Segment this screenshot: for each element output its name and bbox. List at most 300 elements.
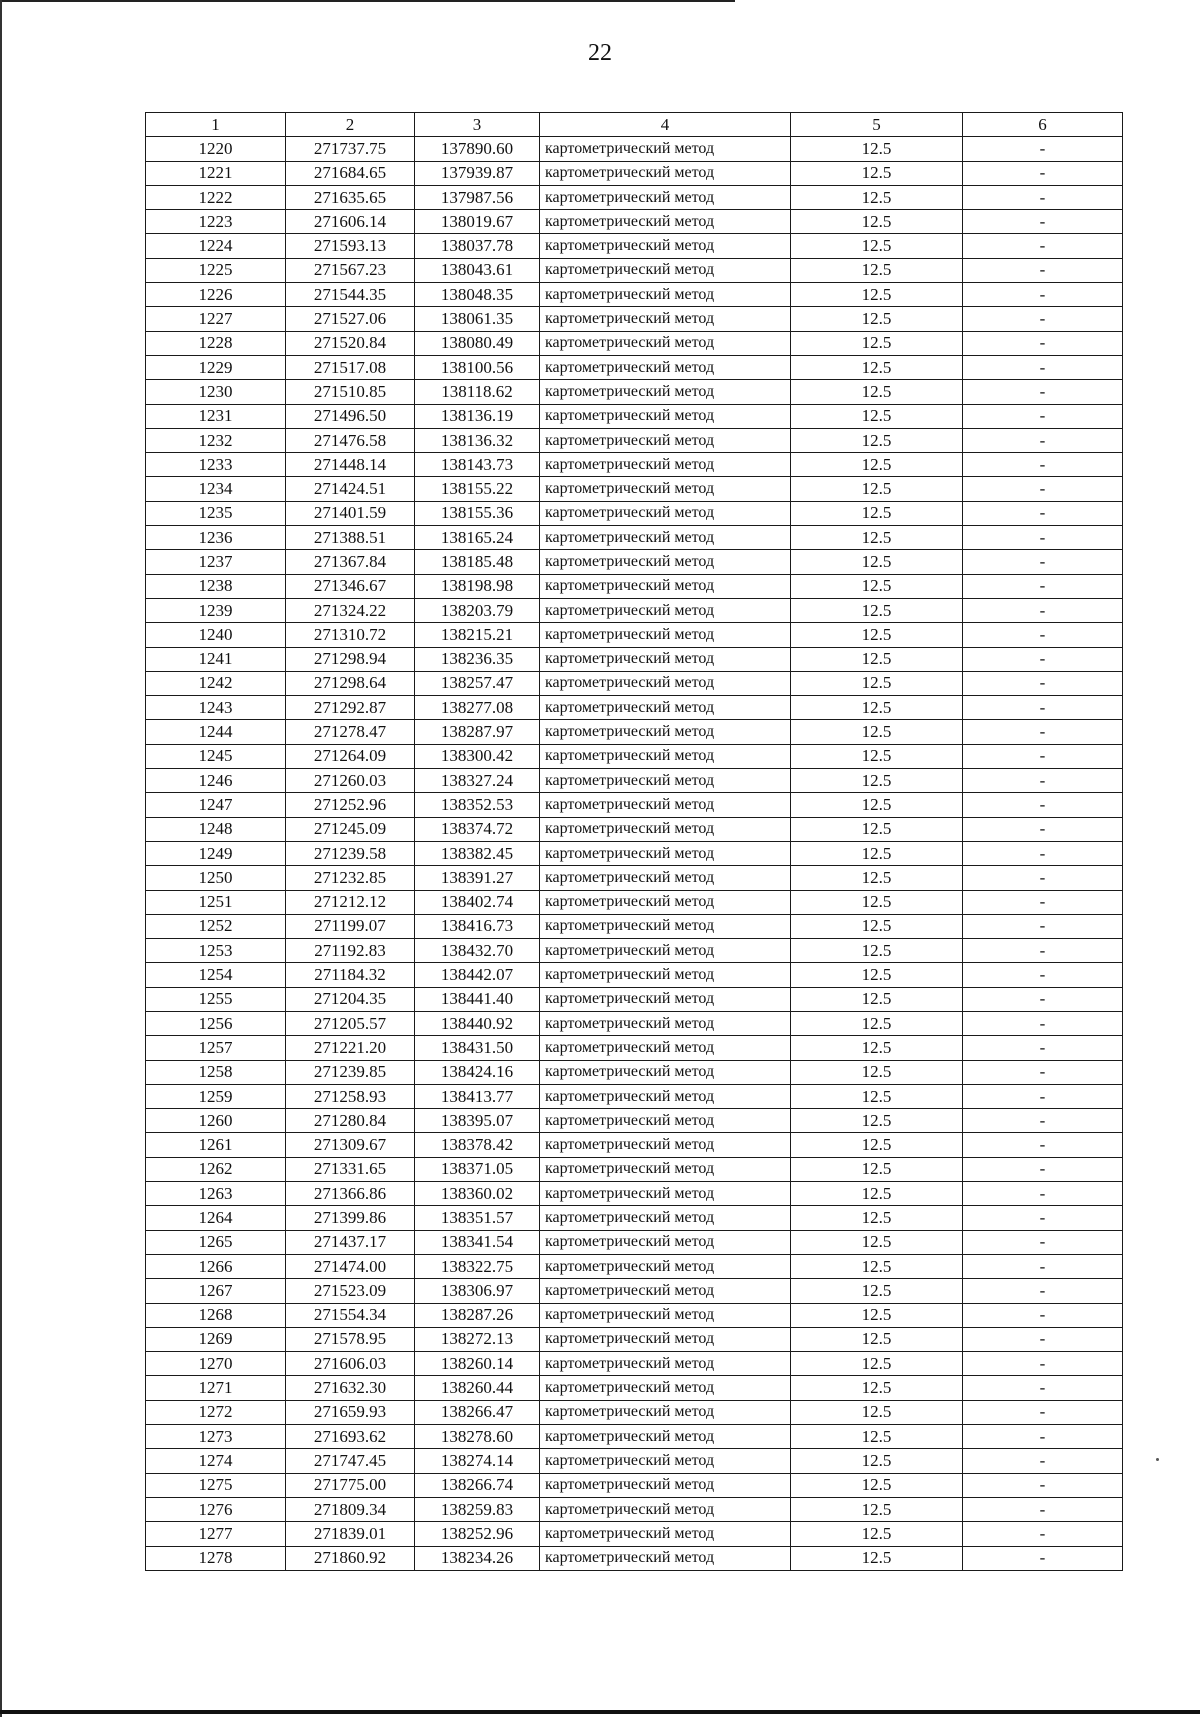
table-row xyxy=(146,1522,1123,1546)
y-coordinate-cell: 138266.47 xyxy=(415,1400,540,1424)
note-cell: - xyxy=(963,380,1123,404)
accuracy-cell: 12.5 xyxy=(791,331,963,355)
note-cell: - xyxy=(963,1084,1123,1108)
note-cell: - xyxy=(963,234,1123,258)
header-cell-5: 5 xyxy=(791,113,963,137)
table-row xyxy=(146,696,1123,720)
accuracy-cell: 12.5 xyxy=(791,355,963,379)
note-cell: - xyxy=(963,744,1123,768)
x-coordinate-cell: 271437.17 xyxy=(286,1230,415,1254)
y-coordinate-cell: 137987.56 xyxy=(415,185,540,209)
accuracy-cell: 12.5 xyxy=(791,501,963,525)
method-cell: картометрический метод xyxy=(540,744,791,768)
x-coordinate-cell: 271747.45 xyxy=(286,1449,415,1473)
accuracy-cell: 12.5 xyxy=(791,623,963,647)
method-cell: картометрический метод xyxy=(540,866,791,890)
point-number-cell: 1251 xyxy=(146,890,286,914)
y-coordinate-cell: 138155.36 xyxy=(415,501,540,525)
y-coordinate-cell: 138019.67 xyxy=(415,210,540,234)
note-cell: - xyxy=(963,1060,1123,1084)
accuracy-cell: 12.5 xyxy=(791,1497,963,1521)
accuracy-cell: 12.5 xyxy=(791,890,963,914)
note-cell: - xyxy=(963,769,1123,793)
method-cell: картометрический метод xyxy=(540,1497,791,1521)
accuracy-cell: 12.5 xyxy=(791,477,963,501)
accuracy-cell: 12.5 xyxy=(791,428,963,452)
table-row xyxy=(146,1182,1123,1206)
table-row xyxy=(146,987,1123,1011)
table-row xyxy=(146,841,1123,865)
table-row xyxy=(146,1303,1123,1327)
x-coordinate-cell: 271520.84 xyxy=(286,331,415,355)
point-number-cell: 1248 xyxy=(146,817,286,841)
point-number-cell: 1256 xyxy=(146,1011,286,1035)
x-coordinate-cell: 271659.93 xyxy=(286,1400,415,1424)
note-cell: - xyxy=(963,1133,1123,1157)
point-number-cell: 1229 xyxy=(146,355,286,379)
method-cell: картометрический метод xyxy=(540,696,791,720)
method-cell: картометрический метод xyxy=(540,501,791,525)
note-cell: - xyxy=(963,720,1123,744)
note-cell: - xyxy=(963,550,1123,574)
table-row xyxy=(146,1473,1123,1497)
table-row xyxy=(146,793,1123,817)
x-coordinate-cell: 271221.20 xyxy=(286,1036,415,1060)
note-cell: - xyxy=(963,1206,1123,1230)
table-body xyxy=(146,137,1123,1571)
accuracy-cell: 12.5 xyxy=(791,1449,963,1473)
note-cell: - xyxy=(963,890,1123,914)
method-cell: картометрический метод xyxy=(540,914,791,938)
method-cell: картометрический метод xyxy=(540,1157,791,1181)
point-number-cell: 1269 xyxy=(146,1327,286,1351)
y-coordinate-cell: 138215.21 xyxy=(415,623,540,647)
y-coordinate-cell: 138252.96 xyxy=(415,1522,540,1546)
note-cell: - xyxy=(963,355,1123,379)
accuracy-cell: 12.5 xyxy=(791,1084,963,1108)
accuracy-cell: 12.5 xyxy=(791,1133,963,1157)
point-number-cell: 1270 xyxy=(146,1352,286,1376)
x-coordinate-cell: 271684.65 xyxy=(286,161,415,185)
method-cell: картометрический метод xyxy=(540,1400,791,1424)
x-coordinate-cell: 271212.12 xyxy=(286,890,415,914)
y-coordinate-cell: 138155.22 xyxy=(415,477,540,501)
point-number-cell: 1228 xyxy=(146,331,286,355)
accuracy-cell: 12.5 xyxy=(791,939,963,963)
point-number-cell: 1244 xyxy=(146,720,286,744)
x-coordinate-cell: 271324.22 xyxy=(286,598,415,622)
y-coordinate-cell: 138236.35 xyxy=(415,647,540,671)
method-cell: картометрический метод xyxy=(540,1449,791,1473)
accuracy-cell: 12.5 xyxy=(791,696,963,720)
accuracy-cell: 12.5 xyxy=(791,1230,963,1254)
x-coordinate-cell: 271298.94 xyxy=(286,647,415,671)
note-cell: - xyxy=(963,1182,1123,1206)
table-row xyxy=(146,866,1123,890)
note-cell: - xyxy=(963,1425,1123,1449)
table-row xyxy=(146,258,1123,282)
note-cell: - xyxy=(963,404,1123,428)
table-row xyxy=(146,355,1123,379)
method-cell: картометрический метод xyxy=(540,720,791,744)
point-number-cell: 1235 xyxy=(146,501,286,525)
x-coordinate-cell: 271496.50 xyxy=(286,404,415,428)
note-cell: - xyxy=(963,283,1123,307)
x-coordinate-cell: 271199.07 xyxy=(286,914,415,938)
method-cell: картометрический метод xyxy=(540,890,791,914)
y-coordinate-cell: 138351.57 xyxy=(415,1206,540,1230)
table-row xyxy=(146,380,1123,404)
y-coordinate-cell: 138395.07 xyxy=(415,1109,540,1133)
x-coordinate-cell: 271523.09 xyxy=(286,1279,415,1303)
point-number-cell: 1264 xyxy=(146,1206,286,1230)
accuracy-cell: 12.5 xyxy=(791,185,963,209)
accuracy-cell: 12.5 xyxy=(791,598,963,622)
point-number-cell: 1271 xyxy=(146,1376,286,1400)
point-number-cell: 1239 xyxy=(146,598,286,622)
method-cell: картометрический метод xyxy=(540,1352,791,1376)
point-number-cell: 1247 xyxy=(146,793,286,817)
scan-edge-top xyxy=(0,0,735,2)
y-coordinate-cell: 138136.32 xyxy=(415,428,540,452)
point-number-cell: 1225 xyxy=(146,258,286,282)
page-number: 22 xyxy=(588,40,612,66)
note-cell: - xyxy=(963,939,1123,963)
point-number-cell: 1220 xyxy=(146,137,286,161)
point-number-cell: 1241 xyxy=(146,647,286,671)
table-row xyxy=(146,1060,1123,1084)
table-row xyxy=(146,453,1123,477)
accuracy-cell: 12.5 xyxy=(791,866,963,890)
point-number-cell: 1257 xyxy=(146,1036,286,1060)
y-coordinate-cell: 138234.26 xyxy=(415,1546,540,1570)
point-number-cell: 1261 xyxy=(146,1133,286,1157)
coordinates-table xyxy=(145,112,1123,1571)
note-cell: - xyxy=(963,1157,1123,1181)
x-coordinate-cell: 271367.84 xyxy=(286,550,415,574)
note-cell: - xyxy=(963,185,1123,209)
point-number-cell: 1258 xyxy=(146,1060,286,1084)
accuracy-cell: 12.5 xyxy=(791,453,963,477)
x-coordinate-cell: 271252.96 xyxy=(286,793,415,817)
table-row xyxy=(146,1011,1123,1035)
accuracy-cell: 12.5 xyxy=(791,137,963,161)
point-number-cell: 1263 xyxy=(146,1182,286,1206)
header-cell-4: 4 xyxy=(540,113,791,137)
note-cell: - xyxy=(963,574,1123,598)
method-cell: картометрический метод xyxy=(540,550,791,574)
x-coordinate-cell: 271245.09 xyxy=(286,817,415,841)
method-cell: картометрический метод xyxy=(540,1327,791,1351)
point-number-cell: 1255 xyxy=(146,987,286,1011)
x-coordinate-cell: 271292.87 xyxy=(286,696,415,720)
point-number-cell: 1222 xyxy=(146,185,286,209)
method-cell: картометрический метод xyxy=(540,1425,791,1449)
note-cell: - xyxy=(963,817,1123,841)
note-cell: - xyxy=(963,258,1123,282)
header-cell-3: 3 xyxy=(415,113,540,137)
note-cell: - xyxy=(963,137,1123,161)
y-coordinate-cell: 138391.27 xyxy=(415,866,540,890)
accuracy-cell: 12.5 xyxy=(791,258,963,282)
y-coordinate-cell: 138352.53 xyxy=(415,793,540,817)
y-coordinate-cell: 138371.05 xyxy=(415,1157,540,1181)
accuracy-cell: 12.5 xyxy=(791,793,963,817)
accuracy-cell: 12.5 xyxy=(791,1546,963,1570)
note-cell: - xyxy=(963,1230,1123,1254)
accuracy-cell: 12.5 xyxy=(791,1011,963,1035)
x-coordinate-cell: 271399.86 xyxy=(286,1206,415,1230)
accuracy-cell: 12.5 xyxy=(791,283,963,307)
accuracy-cell: 12.5 xyxy=(791,987,963,1011)
point-number-cell: 1237 xyxy=(146,550,286,574)
accuracy-cell: 12.5 xyxy=(791,671,963,695)
table-row xyxy=(146,598,1123,622)
x-coordinate-cell: 271204.35 xyxy=(286,987,415,1011)
point-number-cell: 1277 xyxy=(146,1522,286,1546)
x-coordinate-cell: 271366.86 xyxy=(286,1182,415,1206)
accuracy-cell: 12.5 xyxy=(791,307,963,331)
note-cell: - xyxy=(963,1254,1123,1278)
method-cell: картометрический метод xyxy=(540,793,791,817)
accuracy-cell: 12.5 xyxy=(791,1473,963,1497)
table-row xyxy=(146,1230,1123,1254)
table-row xyxy=(146,671,1123,695)
x-coordinate-cell: 271388.51 xyxy=(286,526,415,550)
method-cell: картометрический метод xyxy=(540,477,791,501)
y-coordinate-cell: 138037.78 xyxy=(415,234,540,258)
x-coordinate-cell: 271527.06 xyxy=(286,307,415,331)
accuracy-cell: 12.5 xyxy=(791,744,963,768)
note-cell: - xyxy=(963,210,1123,234)
method-cell: картометрический метод xyxy=(540,210,791,234)
x-coordinate-cell: 271278.47 xyxy=(286,720,415,744)
table-row xyxy=(146,137,1123,161)
method-cell: картометрический метод xyxy=(540,939,791,963)
header-cell-1: 1 xyxy=(146,113,286,137)
y-coordinate-cell: 138260.14 xyxy=(415,1352,540,1376)
method-cell: картометрический метод xyxy=(540,1084,791,1108)
accuracy-cell: 12.5 xyxy=(791,1376,963,1400)
point-number-cell: 1221 xyxy=(146,161,286,185)
x-coordinate-cell: 271309.67 xyxy=(286,1133,415,1157)
x-coordinate-cell: 271632.30 xyxy=(286,1376,415,1400)
table-row xyxy=(146,890,1123,914)
y-coordinate-cell: 138374.72 xyxy=(415,817,540,841)
accuracy-cell: 12.5 xyxy=(791,817,963,841)
y-coordinate-cell: 138259.83 xyxy=(415,1497,540,1521)
y-coordinate-cell: 138378.42 xyxy=(415,1133,540,1157)
table-row xyxy=(146,720,1123,744)
y-coordinate-cell: 138136.19 xyxy=(415,404,540,428)
table-row xyxy=(146,623,1123,647)
note-cell: - xyxy=(963,1522,1123,1546)
point-number-cell: 1249 xyxy=(146,841,286,865)
method-cell: картометрический метод xyxy=(540,1279,791,1303)
method-cell: картометрический метод xyxy=(540,234,791,258)
y-coordinate-cell: 138266.74 xyxy=(415,1473,540,1497)
point-number-cell: 1253 xyxy=(146,939,286,963)
y-coordinate-cell: 137939.87 xyxy=(415,161,540,185)
note-cell: - xyxy=(963,1376,1123,1400)
point-number-cell: 1259 xyxy=(146,1084,286,1108)
x-coordinate-cell: 271839.01 xyxy=(286,1522,415,1546)
note-cell: - xyxy=(963,1473,1123,1497)
point-number-cell: 1242 xyxy=(146,671,286,695)
y-coordinate-cell: 138287.26 xyxy=(415,1303,540,1327)
x-coordinate-cell: 271567.23 xyxy=(286,258,415,282)
point-number-cell: 1254 xyxy=(146,963,286,987)
accuracy-cell: 12.5 xyxy=(791,720,963,744)
y-coordinate-cell: 138272.13 xyxy=(415,1327,540,1351)
method-cell: картометрический метод xyxy=(540,453,791,477)
note-cell: - xyxy=(963,1279,1123,1303)
method-cell: картометрический метод xyxy=(540,1060,791,1084)
table-row xyxy=(146,477,1123,501)
y-coordinate-cell: 138278.60 xyxy=(415,1425,540,1449)
table-row xyxy=(146,307,1123,331)
y-coordinate-cell: 138442.07 xyxy=(415,963,540,987)
method-cell: картометрический метод xyxy=(540,574,791,598)
point-number-cell: 1240 xyxy=(146,623,286,647)
note-cell: - xyxy=(963,453,1123,477)
x-coordinate-cell: 271476.58 xyxy=(286,428,415,452)
scan-edge-bottom xyxy=(0,1710,1200,1714)
y-coordinate-cell: 138080.49 xyxy=(415,331,540,355)
note-cell: - xyxy=(963,428,1123,452)
note-cell: - xyxy=(963,914,1123,938)
point-number-cell: 1243 xyxy=(146,696,286,720)
x-coordinate-cell: 271606.03 xyxy=(286,1352,415,1376)
method-cell: картометрический метод xyxy=(540,283,791,307)
accuracy-cell: 12.5 xyxy=(791,380,963,404)
point-number-cell: 1274 xyxy=(146,1449,286,1473)
y-coordinate-cell: 138441.40 xyxy=(415,987,540,1011)
method-cell: картометрический метод xyxy=(540,1376,791,1400)
table-row xyxy=(146,1376,1123,1400)
method-cell: картометрический метод xyxy=(540,526,791,550)
method-cell: картометрический метод xyxy=(540,428,791,452)
point-number-cell: 1278 xyxy=(146,1546,286,1570)
accuracy-cell: 12.5 xyxy=(791,1182,963,1206)
point-number-cell: 1245 xyxy=(146,744,286,768)
point-number-cell: 1226 xyxy=(146,283,286,307)
note-cell: - xyxy=(963,526,1123,550)
point-number-cell: 1250 xyxy=(146,866,286,890)
y-coordinate-cell: 138118.62 xyxy=(415,380,540,404)
point-number-cell: 1268 xyxy=(146,1303,286,1327)
note-cell: - xyxy=(963,841,1123,865)
point-number-cell: 1230 xyxy=(146,380,286,404)
point-number-cell: 1265 xyxy=(146,1230,286,1254)
table-row xyxy=(146,1206,1123,1230)
table-row xyxy=(146,1109,1123,1133)
method-cell: картометрический метод xyxy=(540,404,791,428)
table-row xyxy=(146,1036,1123,1060)
table-row xyxy=(146,1327,1123,1351)
method-cell: картометрический метод xyxy=(540,137,791,161)
table-row xyxy=(146,1254,1123,1278)
y-coordinate-cell: 137890.60 xyxy=(415,137,540,161)
table-row xyxy=(146,769,1123,793)
point-number-cell: 1252 xyxy=(146,914,286,938)
table-row xyxy=(146,234,1123,258)
note-cell: - xyxy=(963,647,1123,671)
note-cell: - xyxy=(963,307,1123,331)
table-row xyxy=(146,647,1123,671)
method-cell: картометрический метод xyxy=(540,1011,791,1035)
y-coordinate-cell: 138203.79 xyxy=(415,598,540,622)
method-cell: картометрический метод xyxy=(540,671,791,695)
method-cell: картометрический метод xyxy=(540,963,791,987)
table-row xyxy=(146,283,1123,307)
note-cell: - xyxy=(963,623,1123,647)
table-row xyxy=(146,963,1123,987)
table-row xyxy=(146,1546,1123,1570)
table-row xyxy=(146,428,1123,452)
note-cell: - xyxy=(963,696,1123,720)
x-coordinate-cell: 271578.95 xyxy=(286,1327,415,1351)
y-coordinate-cell: 138043.61 xyxy=(415,258,540,282)
accuracy-cell: 12.5 xyxy=(791,210,963,234)
x-coordinate-cell: 271860.92 xyxy=(286,1546,415,1570)
x-coordinate-cell: 271448.14 xyxy=(286,453,415,477)
y-coordinate-cell: 138440.92 xyxy=(415,1011,540,1035)
x-coordinate-cell: 271510.85 xyxy=(286,380,415,404)
accuracy-cell: 12.5 xyxy=(791,1352,963,1376)
table-row xyxy=(146,1497,1123,1521)
note-cell: - xyxy=(963,501,1123,525)
x-coordinate-cell: 271280.84 xyxy=(286,1109,415,1133)
method-cell: картометрический метод xyxy=(540,1303,791,1327)
y-coordinate-cell: 138360.02 xyxy=(415,1182,540,1206)
method-cell: картометрический метод xyxy=(540,258,791,282)
x-coordinate-cell: 271346.67 xyxy=(286,574,415,598)
accuracy-cell: 12.5 xyxy=(791,1400,963,1424)
y-coordinate-cell: 138341.54 xyxy=(415,1230,540,1254)
note-cell: - xyxy=(963,1546,1123,1570)
table-row xyxy=(146,331,1123,355)
x-coordinate-cell: 271593.13 xyxy=(286,234,415,258)
x-coordinate-cell: 271310.72 xyxy=(286,623,415,647)
y-coordinate-cell: 138260.44 xyxy=(415,1376,540,1400)
y-coordinate-cell: 138413.77 xyxy=(415,1084,540,1108)
accuracy-cell: 12.5 xyxy=(791,526,963,550)
note-cell: - xyxy=(963,331,1123,355)
x-coordinate-cell: 271544.35 xyxy=(286,283,415,307)
note-cell: - xyxy=(963,671,1123,695)
accuracy-cell: 12.5 xyxy=(791,404,963,428)
table-row xyxy=(146,744,1123,768)
y-coordinate-cell: 138165.24 xyxy=(415,526,540,550)
method-cell: картометрический метод xyxy=(540,185,791,209)
method-cell: картометрический метод xyxy=(540,841,791,865)
accuracy-cell: 12.5 xyxy=(791,574,963,598)
method-cell: картометрический метод xyxy=(540,623,791,647)
note-cell: - xyxy=(963,161,1123,185)
note-cell: - xyxy=(963,1303,1123,1327)
x-coordinate-cell: 271737.75 xyxy=(286,137,415,161)
point-number-cell: 1262 xyxy=(146,1157,286,1181)
table-row xyxy=(146,185,1123,209)
accuracy-cell: 12.5 xyxy=(791,1254,963,1278)
note-cell: - xyxy=(963,477,1123,501)
x-coordinate-cell: 271606.14 xyxy=(286,210,415,234)
scan-edge-left xyxy=(0,0,2,1717)
y-coordinate-cell: 138416.73 xyxy=(415,914,540,938)
x-coordinate-cell: 271239.58 xyxy=(286,841,415,865)
table-row xyxy=(146,210,1123,234)
